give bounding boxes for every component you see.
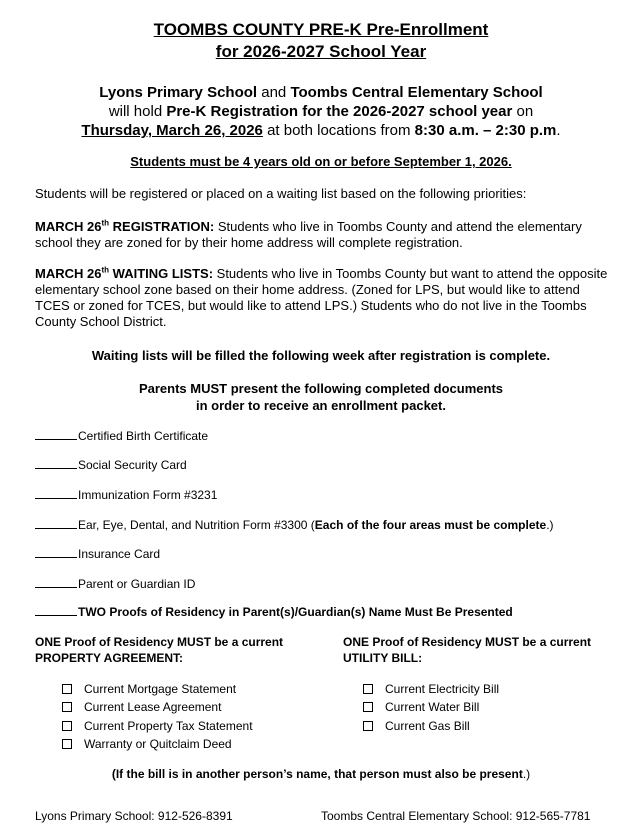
footer-lps-phone: Lyons Primary School: 912-526-8391 [35, 809, 233, 823]
blank-line[interactable] [35, 428, 77, 440]
doc-social-security: Social Security Card [35, 457, 187, 473]
blank-line[interactable] [35, 457, 77, 469]
age-requirement: Students must be 4 years old on or before September 1, 2026. [130, 154, 512, 169]
blank-line[interactable] [35, 576, 77, 588]
checkbox[interactable] [62, 702, 72, 712]
doc-residency: TWO Proofs of Residency in Parent(s)/Guardian(s) Name Must Be Presented [35, 604, 513, 620]
blank-line[interactable] [35, 604, 77, 616]
waiting-note: Waiting lists will be filled the following week after registration is complete. [91, 348, 551, 363]
school-2: Toombs Central Elementary School [290, 84, 543, 101]
waiting-rule: MARCH 26th WAITING LISTS: Students who live in Toombs County but want to attend the opposite elementary school zone based on their home address. (Zoned for LPS, but would like to attend TCES or zoned for TCES, but would like to attend LPS.) Students who do not live in the Toombs County School District. [35, 265, 608, 329]
utility-item: Current Gas Bill [363, 719, 470, 734]
checkbox[interactable] [62, 739, 72, 749]
registration-date: Thursday, March 26, 2026 [81, 122, 263, 139]
registration-time: 8:30 a.m. – 2:30 p.m [414, 122, 557, 139]
registration-rule: MARCH 26th REGISTRATION: Students who live in Toombs County and attend the elementary school they are zoned for by their home address will complete registration. [35, 218, 582, 250]
registration-label: Pre-K Registration for the 2026-2027 school year [166, 103, 513, 120]
priorities-intro: Students will be registered or placed on a waiting list based on the following priorities: [35, 186, 527, 201]
documents-heading: Parents MUST present the following completed documents in order to receive an enrollment packet. [138, 381, 504, 413]
blank-line[interactable] [35, 546, 77, 558]
blank-line[interactable] [35, 517, 77, 529]
doc-parent-id: Parent or Guardian ID [35, 576, 195, 592]
doc-eedn: Ear, Eye, Dental, and Nutrition Form #3300 (Each of the four areas must be complete.) [35, 517, 554, 533]
title-line-1: TOOMBS COUNTY PRE-K Pre-Enrollment [153, 20, 489, 39]
property-item: Current Mortgage Statement [62, 682, 236, 697]
checkbox[interactable] [62, 721, 72, 731]
intro-paragraph: Lyons Primary School and Toombs Central Elementary School will hold Pre-K Registration for the 2026-2027 school year on Thursday, March 26, 2026 at both locations from 8:30 a.m. – 2:30 p.m. [81, 84, 561, 139]
title-line-2: for 2026-2027 School Year [215, 42, 427, 61]
property-item: Warranty or Quitclaim Deed [62, 737, 232, 752]
checkbox[interactable] [363, 721, 373, 731]
checkbox[interactable] [363, 684, 373, 694]
property-item: Current Property Tax Statement [62, 719, 253, 734]
blank-line[interactable] [35, 487, 77, 499]
bill-note: (If the bill is in another person’s name, that person must also be present.) [111, 767, 531, 781]
doc-immunization: Immunization Form #3231 [35, 487, 217, 503]
property-item: Current Lease Agreement [62, 700, 221, 715]
utility-item: Current Water Bill [363, 700, 479, 715]
school-1: Lyons Primary School [99, 84, 258, 101]
doc-birth-certificate: Certified Birth Certificate [35, 428, 208, 444]
checkbox[interactable] [363, 702, 373, 712]
property-heading: ONE Proof of Residency MUST be a current PROPERTY AGREEMENT: [35, 635, 284, 665]
doc-insurance: Insurance Card [35, 546, 160, 562]
utility-item: Current Electricity Bill [363, 682, 499, 697]
utility-heading: ONE Proof of Residency MUST be a current UTILITY BILL: [343, 635, 592, 665]
footer-tces-phone: Toombs Central Elementary School: 912-565-7781 [321, 809, 591, 823]
checkbox[interactable] [62, 684, 72, 694]
